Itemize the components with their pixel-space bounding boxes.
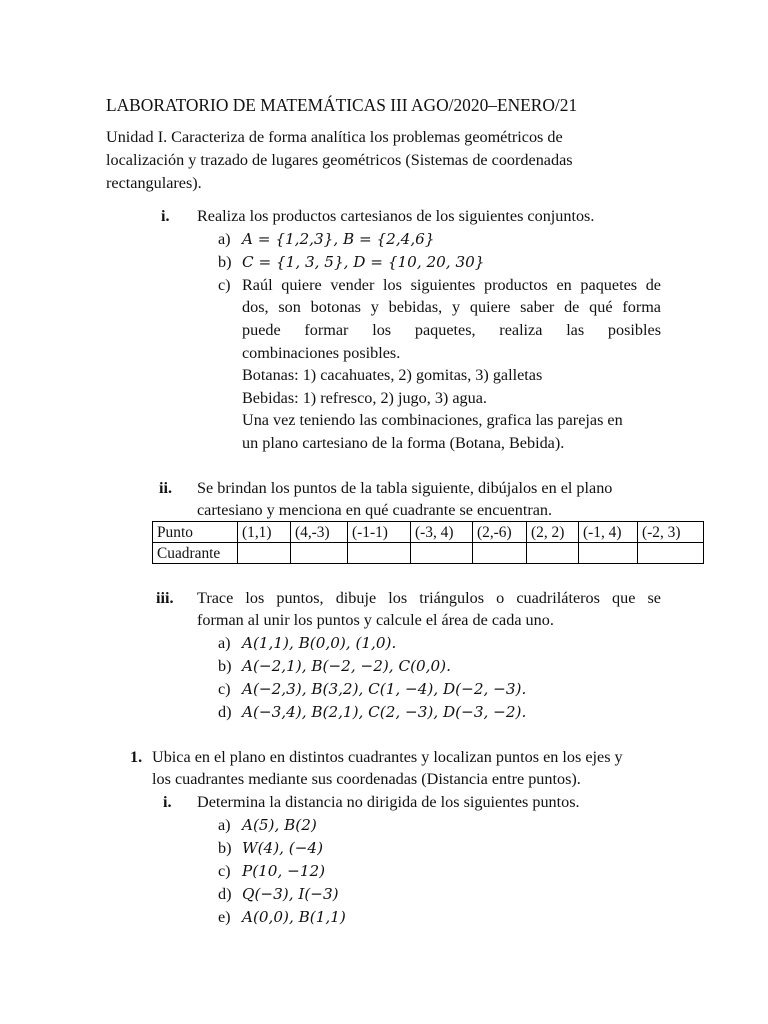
table-cell-point: (-1-1) (348, 522, 411, 543)
table-cell-empty (638, 543, 704, 564)
section-1-item-e-math: A(0,0), B(1,1) (242, 908, 346, 926)
section-1-line-2: los cuadrantes mediante sus coordenadas (Distancia entre puntos). (152, 770, 581, 788)
section-i-item-c-line-2: dos, son botonas y bebidas, y quiere saber de qué forma (242, 298, 661, 316)
points-table-row-cuadrante (153, 543, 704, 564)
section-i-item-b-math: C = {1, 3, 5}, D = {10, 20, 30} (242, 253, 485, 271)
table-cell-empty (348, 543, 411, 564)
section-i-item-b-label: b) (218, 253, 232, 271)
table-cell-empty (579, 543, 638, 564)
unit-intro-line-2: localización y trazado de lugares geométricos (Sistemas de coordenadas (106, 151, 573, 169)
unit-intro-line-1: Unidad I. Caracteriza de forma analítica los problemas geométricos de (106, 128, 563, 146)
section-ii-line-1: Se brindan los puntos de la tabla siguiente, dibújalos en el plano (197, 479, 613, 497)
section-iii-item-c-math: A(−2,3), B(3,2), C(1, −4), D(−2, −3). (242, 680, 527, 698)
section-1-item-b-math: W(4), (−4) (242, 839, 324, 857)
section-iii-item-d-math: A(−3,4), B(2,1), C(2, −3), D(−3, −2). (242, 703, 527, 721)
section-1-item-e-label: e) (218, 908, 231, 926)
table-cell-point: (-1, 4) (579, 522, 638, 543)
table-cell-point: (-3, 4) (411, 522, 473, 543)
section-i-item-c-line-8: un plano cartesiano de la forma (Botana, Bebida). (242, 434, 565, 452)
table-cell-point: (1,1) (238, 522, 291, 543)
table-cell-point: (2,-6) (473, 522, 527, 543)
section-iii-item-d-label: d) (218, 703, 232, 721)
section-1-item-c-math: P(10, −12) (242, 862, 326, 880)
section-1-line-1: Ubica en el plano en distintos cuadrantes y localizan puntos en los ejes y (152, 748, 623, 766)
section-1-item-a-math: A(5), B(2) (242, 816, 317, 834)
table-cell-point: (-2, 3) (638, 522, 704, 543)
section-ii-line-2: cartesiano y menciona en qué cuadrante se encuentran. (197, 501, 553, 519)
section-i-item-c-line-4: combinaciones posibles. (242, 344, 401, 362)
section-iii-item-b-label: b) (218, 657, 232, 675)
table-cell-empty (238, 543, 291, 564)
section-iii-line-1: Trace los puntos, dibuje los triángulos o cuadriláteros que se (197, 589, 661, 607)
section-iii-item-b-math: A(−2,1), B(−2, −2), C(0,0). (242, 657, 451, 675)
section-iii-line-2: forman al unir los puntos y calcule el área de cada uno. (197, 611, 554, 629)
table-cell-empty (473, 543, 527, 564)
table-cell-point: (4,-3) (291, 522, 348, 543)
section-i-item-a-label: a) (218, 230, 231, 248)
section-iii-item-c-label: c) (218, 680, 231, 698)
section-1-item-d-label: d) (218, 885, 232, 903)
unit-intro-line-3: rectangulares). (106, 174, 202, 192)
section-1-number: 1. (130, 748, 143, 766)
section-1-item-c-label: c) (218, 862, 231, 880)
document-title: LABORATORIO DE MATEMÁTICAS III AGO/2020–ENERO/21 (106, 95, 578, 115)
section-1-item-b-label: b) (218, 839, 232, 857)
section-i-item-c-line-5: Botanas: 1) cacahuates, 2) gomitas, 3) galletas (242, 366, 543, 384)
section-1-sub-heading: Determina la distancia no dirigida de los siguientes puntos. (197, 793, 580, 811)
points-table (152, 521, 704, 564)
section-i-item-c-line-3: puede formar los paquetes, realiza las posibles (242, 321, 661, 339)
table-cell-point: (2, 2) (527, 522, 579, 543)
section-ii-numeral: ii. (159, 479, 173, 497)
table-cell-empty (527, 543, 579, 564)
section-i-item-c-line-6: Bebidas: 1) refresco, 2) jugo, 3) agua. (242, 389, 487, 407)
table-header-cuadrante: Cuadrante (153, 543, 238, 564)
section-i-item-a-math: A = {1,2,3}, B = {2,4,6} (242, 230, 435, 248)
section-i-item-c-label: c) (218, 276, 231, 294)
table-cell-empty (411, 543, 473, 564)
section-i-item-c-line-1: Raúl quiere vender los siguientes productos en paquetes de (242, 276, 661, 294)
section-1-item-d-math: Q(−3), I(−3) (242, 885, 339, 903)
section-iii-item-a-label: a) (218, 634, 231, 652)
section-iii-numeral: iii. (156, 589, 174, 607)
section-iii-item-a-math: A(1,1), B(0,0), (1,0). (242, 634, 397, 652)
section-i-heading: Realiza los productos cartesianos de los siguientes conjuntos. (197, 207, 595, 225)
section-i-item-c-line-7: Una vez teniendo las combinaciones, grafica las parejas en (242, 411, 623, 429)
table-header-punto: Punto (153, 522, 238, 543)
section-i-numeral: i. (161, 207, 170, 225)
table-cell-empty (291, 543, 348, 564)
points-table-row-punto (153, 522, 704, 543)
section-1-item-a-label: a) (218, 816, 231, 834)
section-1-sub-numeral: i. (163, 793, 172, 811)
